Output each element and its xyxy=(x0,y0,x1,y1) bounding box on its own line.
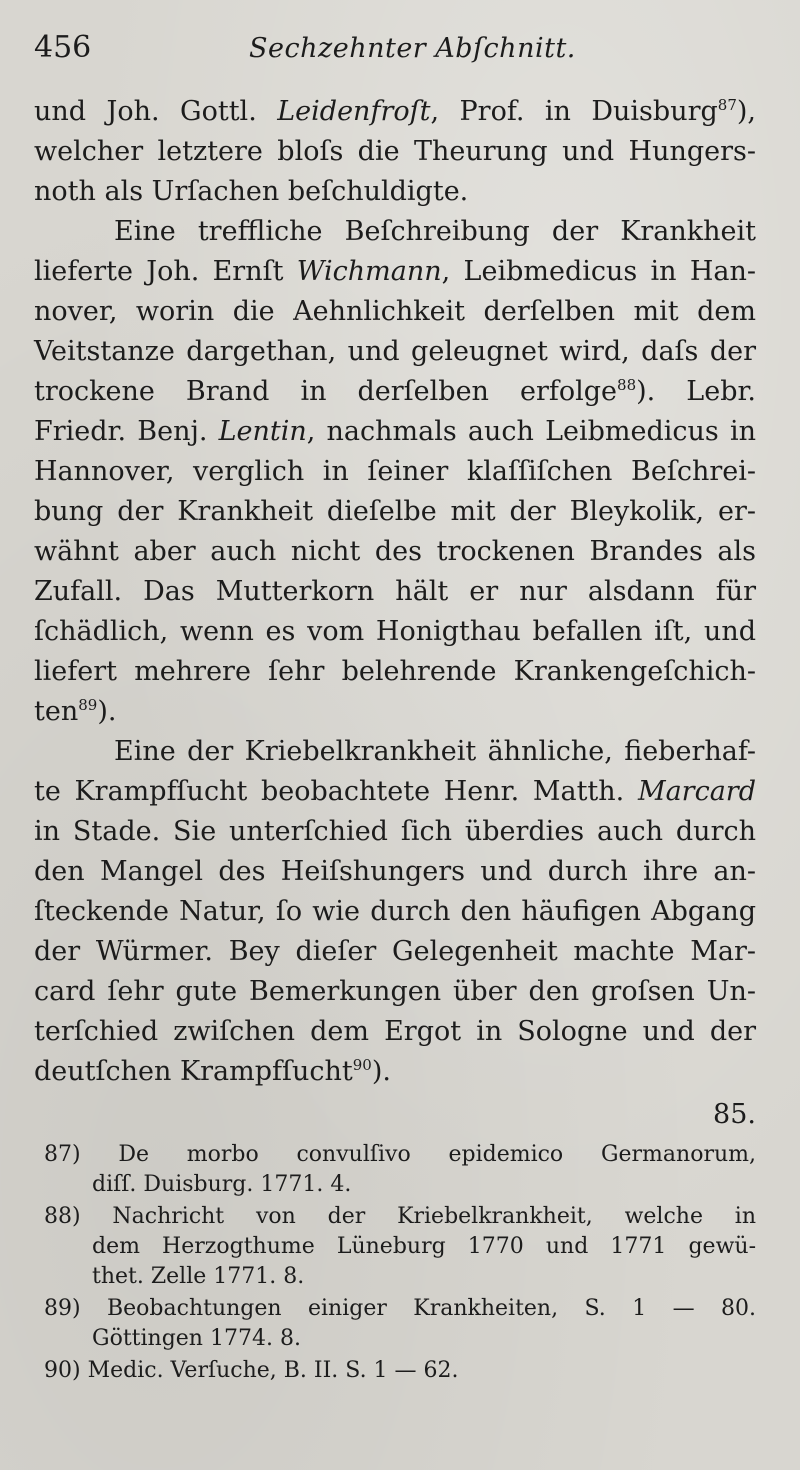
text-line: den Mangel des Heiſshungers und durch ihre an- xyxy=(34,856,756,887)
footnote-line: 88) Nachricht von der Kriebelkrankheit, welche in xyxy=(44,1204,756,1229)
text-line: wähnt aber auch nicht des trockenen Brandes als xyxy=(34,536,756,567)
catchword: 85. xyxy=(713,1099,756,1130)
text-line: und Joh. Gottl. Leidenfroſt, Prof. in Duisburg$^{87}$), xyxy=(34,96,756,127)
footnote-line: dem Herzogthume Lüneburg 1770 und 1771 gewü- xyxy=(92,1234,756,1259)
text-line: welcher letztere bloſs die Theurung und Hungers- xyxy=(34,136,756,167)
footnote-ref: 89 xyxy=(78,696,98,714)
footnote-89 xyxy=(34,1294,756,1354)
text-line: nover, worin die Aehnlichkeit derſelben mit dem xyxy=(34,296,756,327)
footnote-mark: 90) xyxy=(44,1358,81,1383)
text-line: te Krampfſucht beobachtete Henr. Matth. Marcard xyxy=(34,776,756,807)
footnote-ref: 90 xyxy=(352,1056,372,1074)
text-line: deutſchen Krampfſucht$^{90}$). xyxy=(34,1056,391,1087)
body-text xyxy=(34,92,756,1092)
running-title: Sechzehnter Abſchnitt. xyxy=(249,33,576,64)
footnote-line: diſſ. Duisburg. 1771. 4. xyxy=(92,1172,352,1197)
text-line: terſchied zwiſchen dem Ergot in Sologne und der xyxy=(34,1016,756,1047)
footnote-87 xyxy=(34,1140,756,1200)
footnote-line: 90) Medic. Verſuche, B. II. S. 1 — 62. xyxy=(44,1358,459,1383)
text-line: Zufall. Das Mutterkorn hält er nur alsdann für xyxy=(34,576,756,607)
footnote-mark: 89) xyxy=(44,1296,81,1321)
footnote-ref: 87 xyxy=(717,96,737,114)
text-line: in Stade. Sie unterſchied ſich überdies auch durch xyxy=(34,816,756,847)
text-line: noth als Urſachen beſchuldigte. xyxy=(34,176,469,207)
text-line: card ſehr gute Bemerkungen über den groſsen Un- xyxy=(34,976,756,1007)
text-line: Eine der Kriebelkrankheit ähnliche, fieberhaf- xyxy=(114,736,756,767)
text-line: ſteckende Natur, ſo wie durch den häufigen Abgang xyxy=(34,896,756,927)
text-line: Friedr. Benj. Lentin, nachmals auch Leibmedicus in xyxy=(34,416,756,447)
footnote-line: 87) De morbo convulſivo epidemico Germanorum, xyxy=(44,1142,756,1167)
footnote-ref: 88 xyxy=(617,376,637,394)
footnote-mark: 87) xyxy=(44,1142,81,1167)
page-number: 456 xyxy=(34,30,92,65)
text-line: Eine treffliche Beſchreibung der Krankheit xyxy=(114,216,756,247)
text-line: Veitstanze dargethan, und geleugnet wird, daſs der xyxy=(34,336,756,367)
footnote-line: thet. Zelle 1771. 8. xyxy=(92,1264,305,1289)
text-line: bung der Krankheit dieſelbe mit der Bleykolik, er- xyxy=(34,496,756,527)
text-line: liefert mehrere ſehr belehrende Krankengeſchich- xyxy=(34,656,756,687)
text-line: Hannover, verglich in ſeiner klaſſiſchen Beſchrei- xyxy=(34,456,756,487)
footnote-88 xyxy=(34,1202,756,1292)
footnote-line: Göttingen 1774. 8. xyxy=(92,1326,301,1351)
text-line: ten$^{89}$). xyxy=(34,696,117,727)
footnote-line: 89) Beobachtungen einiger Krankheiten, S. 1 — 80. xyxy=(44,1296,756,1321)
footnote-90 xyxy=(34,1356,756,1386)
footnotes xyxy=(34,1140,756,1386)
running-head xyxy=(34,30,756,88)
text-line: ſchädlich, wenn es vom Honigthau befallen iſt, und xyxy=(34,616,756,647)
text-line: der Würmer. Bey dieſer Gelegenheit machte Mar- xyxy=(34,936,756,967)
text-line: trockene Brand in derſelben erfolge$^{88}$). Lebr. xyxy=(34,376,757,407)
text-line: lieferte Joh. Ernſt Wichmann, Leibmedicus in Han- xyxy=(34,256,756,287)
footnote-mark: 88) xyxy=(44,1204,81,1229)
